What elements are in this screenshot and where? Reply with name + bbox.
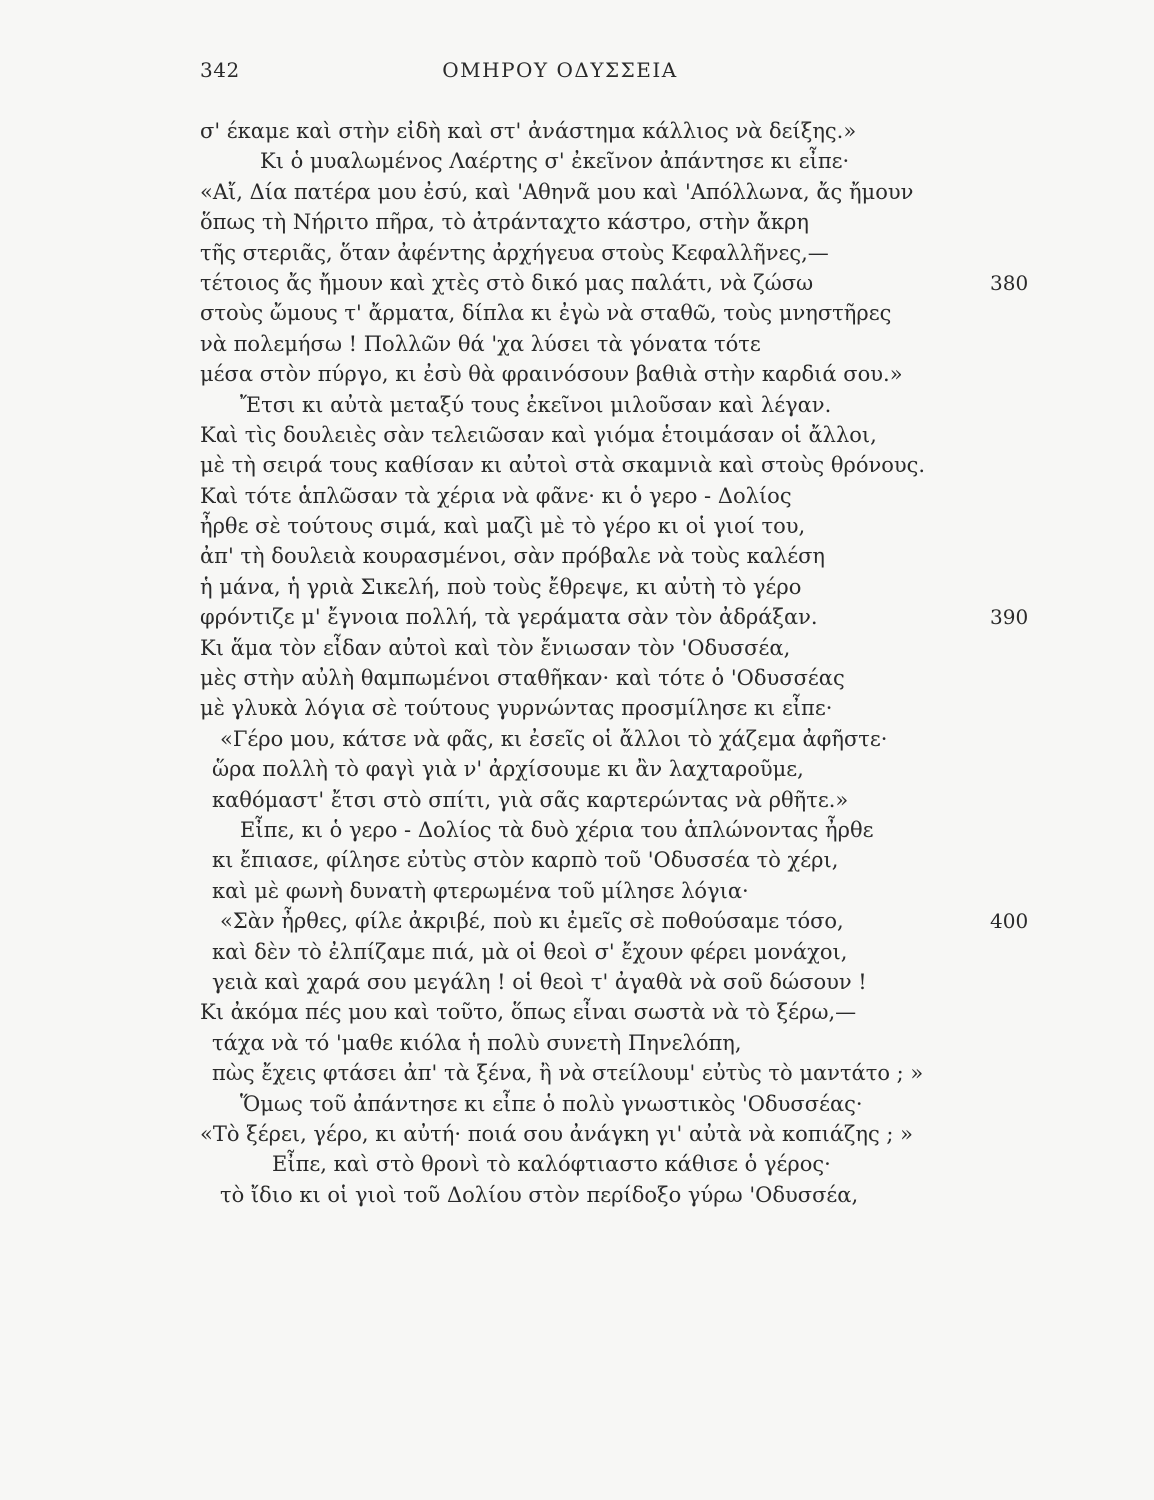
verse-text: μὲ τὴ σειρά τους καθίσαν κι αὐτοὶ στὰ σκαμνιὰ καὶ στοὺς θρόνους. bbox=[200, 453, 926, 478]
verse-line bbox=[200, 1028, 1050, 1058]
verse-text: ὥρα πολλὴ τὸ φαγὶ γιὰ ν' ἀρχίσουμε κι ἂν λαχταροῦμε, bbox=[212, 757, 804, 782]
verse-line bbox=[200, 815, 1050, 845]
verse-line bbox=[200, 541, 1050, 571]
verse-line bbox=[200, 450, 1050, 480]
verse-text: τέτοιος ἄς ἤμουν καὶ χτὲς στὸ δικό μας παλάτι, νὰ ζώσω bbox=[200, 270, 814, 295]
verse-line bbox=[200, 511, 1050, 541]
verse-block bbox=[200, 116, 1050, 1210]
verse-line bbox=[200, 481, 1050, 511]
verse-text: ὅπως τὴ Νήριτο πῆρα, τὸ ἀτράνταχτο κάστρο, στὴν ἄκρη bbox=[200, 210, 809, 235]
verse-line bbox=[200, 785, 1050, 815]
verse-text: Εἶπε, κι ὁ γερο - Δολίος τὰ δυὸ χέρια του ἁπλώνοντας ἦρθε bbox=[240, 817, 874, 842]
verse-text: Κι ὁ μυαλωμένος Λαέρτης σ' ἐκεῖνον ἀπάντησε κι εἶπε· bbox=[260, 149, 850, 174]
page-number: 342 bbox=[200, 58, 240, 82]
verse-line bbox=[200, 572, 1050, 602]
verse-text: τῆς στεριᾶς, ὅταν ἀφέντης ἀρχήγευα στοὺς Κεφαλλῆνες,— bbox=[200, 240, 829, 265]
verse-text: στοὺς ὤμους τ' ἄρματα, δίπλα κι ἐγὼ νὰ σταθῶ, τοὺς μνηστῆρες bbox=[200, 301, 892, 326]
verse-line bbox=[200, 329, 1050, 359]
verse-line bbox=[200, 207, 1050, 237]
verse-text: πὼς ἔχεις φτάσει ἀπ' τὰ ξένα, ἢ νὰ στείλουμ' εὐτὺς τὸ μαντάτο ; » bbox=[212, 1061, 924, 1086]
running-title: ΟΜΗΡΟΥ ΟΔΥΣΣΕΙΑ bbox=[442, 58, 678, 82]
verse-text: ἦρθε σὲ τούτους σιμά, καὶ μαζὶ μὲ τὸ γέρο κι οἱ γιοί του, bbox=[200, 514, 806, 539]
verse-line bbox=[200, 298, 1050, 328]
verse-text: «Γέρο μου, κάτσε νὰ φᾶς, κι ἐσεῖς οἱ ἄλλοι τὸ χάζεμα ἀφῆστε· bbox=[220, 726, 888, 751]
verse-line bbox=[200, 1058, 1050, 1088]
verse-text: «Τὸ ξέρει, γέρο, κι αὐτή· ποιά σου ἀνάγκη γι' αὐτὰ νὰ κοπιάζης ; » bbox=[200, 1121, 914, 1146]
verse-text: καὶ μὲ φωνὴ δυνατὴ φτερωμένα τοῦ μίλησε λόγια· bbox=[212, 878, 749, 903]
verse-text: τὸ ἴδιο κι οἱ γιοὶ τοῦ Δολίου στὸν περίδοξο γύρω 'Οδυσσέα, bbox=[220, 1182, 859, 1207]
verse-line bbox=[200, 693, 1050, 723]
verse-line bbox=[200, 997, 1050, 1027]
verse-text: Εἶπε, καὶ στὸ θρονὶ τὸ καλόφτιαστο κάθισε ὁ γέρος· bbox=[272, 1152, 831, 1177]
verse-line bbox=[200, 1089, 1050, 1119]
line-number: 390 bbox=[990, 605, 1029, 630]
verse-text: τάχα νὰ τό 'μαθε κιόλα ἡ πολὺ συνετὴ Πηνελόπη, bbox=[212, 1030, 742, 1055]
verse-text: κι ἔπιασε, φίλησε εὐτὺς στὸν καρπὸ τοῦ 'Οδυσσέα τὸ χέρι, bbox=[212, 848, 839, 873]
verse-text: Κι ἀκόμα πές μου καὶ τοῦτο, ὅπως εἶναι σωστὰ νὰ τὸ ξέρω,— bbox=[200, 1000, 857, 1025]
verse-line bbox=[200, 906, 1050, 936]
verse-text: καὶ δὲν τὸ ἐλπίζαμε πιά, μὰ οἱ θεοὶ σ' ἔχουν φέρει μονάχοι, bbox=[212, 939, 848, 964]
verse-text: ἡ μάνα, ἡ γριὰ Σικελή, ποὺ τοὺς ἔθρεψε, κι αὐτὴ τὸ γέρο bbox=[200, 574, 802, 599]
verse-line bbox=[200, 238, 1050, 268]
verse-line bbox=[200, 420, 1050, 450]
verse-line bbox=[200, 146, 1050, 176]
page-header bbox=[200, 58, 920, 88]
verse-line bbox=[200, 633, 1050, 663]
verse-text: Ἔτσι κι αὐτὰ μεταξύ τους ἐκεῖνοι μιλοῦσαν καὶ λέγαν. bbox=[240, 392, 832, 417]
verse-line bbox=[200, 602, 1050, 632]
verse-text: «Αἴ, Δία πατέρα μου ἐσύ, καὶ 'Αθηνᾶ μου καὶ 'Απόλλωνα, ἄς ἤμουν bbox=[200, 179, 914, 204]
verse-text: γειὰ καὶ χαρά σου μεγάλη ! οἱ θεοὶ τ' ἀγαθὰ νὰ σοῦ δώσουν ! bbox=[212, 969, 867, 994]
verse-line bbox=[200, 754, 1050, 784]
verse-line bbox=[200, 390, 1050, 420]
verse-line bbox=[200, 876, 1050, 906]
verse-text: νὰ πολεμήσω ! Πολλῶν θά 'χα λύσει τὰ γόνατα τότε bbox=[200, 331, 761, 356]
verse-line bbox=[200, 177, 1050, 207]
line-number: 380 bbox=[990, 270, 1029, 295]
verse-line bbox=[200, 724, 1050, 754]
verse-text: μὲς στὴν αὐλὴ θαμπωμένοι σταθῆκαν· καὶ τότε ὁ 'Οδυσσέας bbox=[200, 666, 845, 691]
line-number: 400 bbox=[990, 909, 1029, 934]
verse-text: φρόντιζε μ' ἔγνοια πολλή, τὰ γεράματα σὰν τὸν ἀδράξαν. bbox=[200, 605, 818, 630]
verse-line bbox=[200, 1119, 1050, 1149]
verse-line bbox=[200, 116, 1050, 146]
verse-text: «Σὰν ἦρθες, φίλε ἀκριβέ, ποὺ κι ἐμεῖς σὲ ποθούσαμε τόσο, bbox=[220, 909, 844, 934]
verse-text: μέσα στὸν πύργο, κι ἐσὺ θὰ φραινόσουν βαθιὰ στὴν καρδιά σου.» bbox=[200, 362, 903, 387]
verse-line bbox=[200, 268, 1050, 298]
verse-text: καθόμαστ' ἔτσι στὸ σπίτι, γιὰ σᾶς καρτερώντας νὰ ρθῆτε.» bbox=[212, 787, 849, 812]
verse-line bbox=[200, 359, 1050, 389]
verse-text: Κι ἅμα τὸν εἶδαν αὐτοὶ καὶ τὸν ἔνιωσαν τὸν 'Οδυσσέα, bbox=[200, 635, 791, 660]
verse-line bbox=[200, 845, 1050, 875]
verse-text: Καὶ τότε ἁπλῶσαν τὰ χέρια νὰ φᾶνε· κι ὁ γερο - Δολίος bbox=[200, 483, 792, 508]
verse-text: σ' έκαμε καὶ στὴν εἰδὴ καὶ στ' ἀνάστημα κάλλιος νὰ δείξης.» bbox=[200, 119, 857, 143]
verse-line bbox=[200, 663, 1050, 693]
verse-text: Καὶ τὶς δουλειὲς σὰν τελειῶσαν καὶ γιόμα ἑτοιμάσαν οἱ ἄλλοι, bbox=[200, 422, 877, 447]
verse-text: ἀπ' τὴ δουλειὰ κουρασμένοι, σὰν πρόβαλε νὰ τοὺς καλέση bbox=[200, 544, 825, 569]
verse-text: Ὅμως τοῦ ἀπάντησε κι εἶπε ὁ πολὺ γνωστικὸς 'Οδυσσέας· bbox=[240, 1091, 863, 1116]
verse-line bbox=[200, 1180, 1050, 1210]
verse-text: μὲ γλυκὰ λόγια σὲ τούτους γυρνώντας προσμίλησε κι εἶπε· bbox=[200, 696, 833, 721]
verse-line bbox=[200, 1149, 1050, 1179]
verse-line bbox=[200, 937, 1050, 967]
verse-line bbox=[200, 967, 1050, 997]
